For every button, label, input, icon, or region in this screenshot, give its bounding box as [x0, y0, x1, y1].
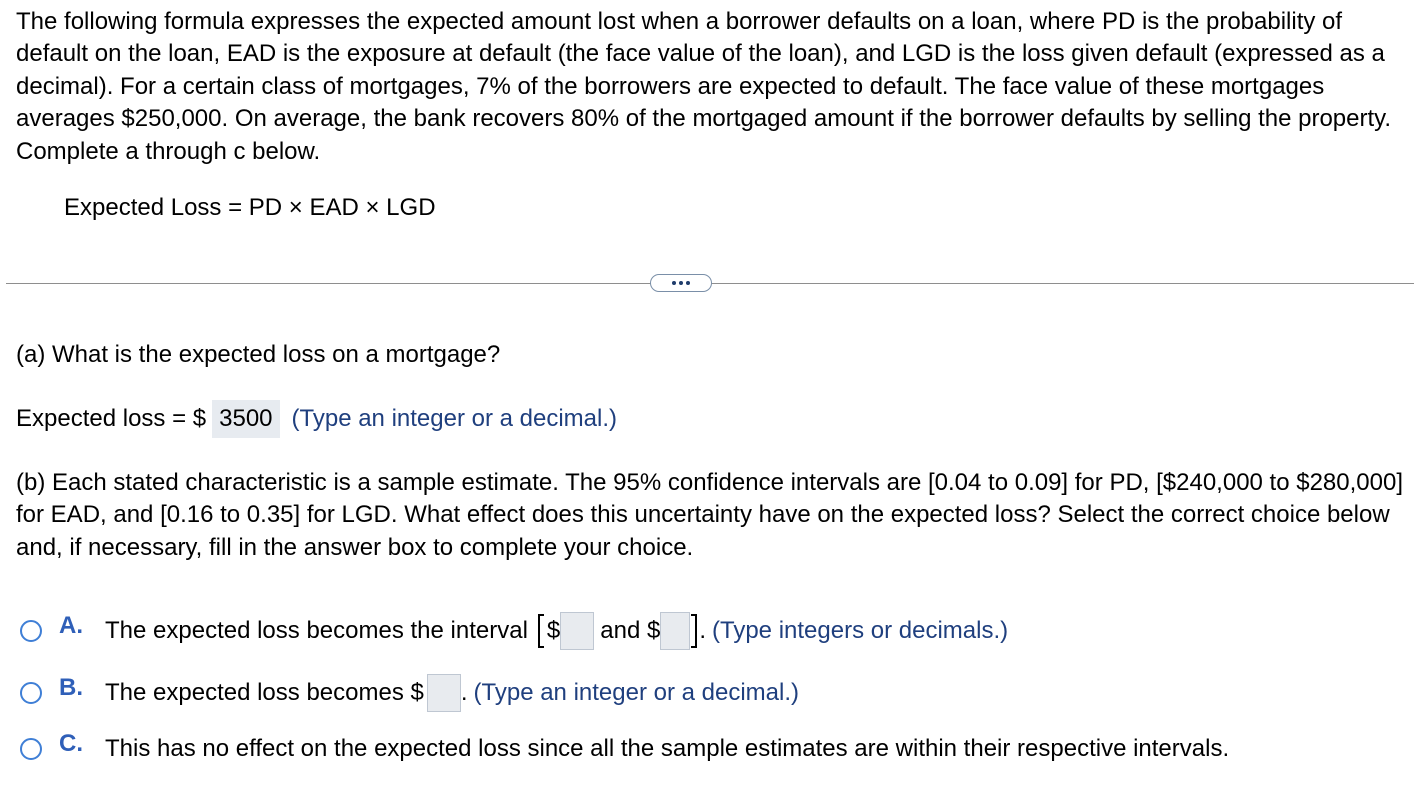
part-a-answer-row: [16, 400, 617, 438]
choice-a-letter: A.: [59, 612, 83, 639]
interval-lower-input[interactable]: [560, 612, 594, 650]
choice-b-hint: (Type an integer or a decimal.): [473, 679, 800, 706]
part-a-question: (a) What is the expected loss on a mortgage?: [16, 341, 501, 368]
choice-c-letter: C.: [59, 730, 83, 757]
choice-a-radio[interactable]: [20, 620, 42, 642]
choice-a-period: .: [699, 617, 706, 644]
choice-c-radio[interactable]: [20, 738, 42, 760]
expected-loss-answer-field[interactable]: 3500: [212, 400, 279, 438]
answer-format-hint: (Type an integer or a decimal.): [291, 405, 618, 432]
choice-a-text: The expected loss becomes the interval: [105, 617, 528, 644]
problem-statement: The following formula expresses the expected amount lost when a borrower defaults on a loan, where PD is the probability of default on the loan, EAD is the exposure at default (the face value of the loan), and LGD is the loss given default (expressed as a decimal). For a certain class of mortgages, 7% of the borrowers are expected to default. The face value of these mortgages averages $250,000. On average, the bank recovers 80% of the mortgaged amount if the borrower defaults by selling the property. Complete a through c below.: [16, 8, 1392, 165]
interval-close-bracket: [691, 614, 697, 648]
expected-loss-formula: Expected Loss = PD × EAD × LGD: [64, 194, 436, 221]
choice-a-hint: (Type integers or decimals.): [712, 617, 1009, 644]
choice-c[interactable]: [20, 728, 1229, 770]
expected-loss-single-input[interactable]: [427, 674, 461, 712]
ellipsis-icon: [679, 281, 683, 285]
interval-open-bracket: [538, 614, 544, 648]
ellipsis-icon: [686, 281, 690, 285]
interval-upper-input[interactable]: [660, 612, 690, 650]
choice-b-letter: B.: [59, 674, 83, 701]
interval-and-label: and $: [600, 617, 661, 644]
ellipsis-icon: [672, 281, 676, 285]
choice-b-radio[interactable]: [20, 682, 42, 704]
expand-button[interactable]: [650, 274, 712, 292]
part-b-question: (b) Each stated characteristic is a sample estimate. The 95% confidence intervals are [0.04 to 0.09] for PD, [$240,000 to $280,000] for EAD, and [0.16 to 0.35] for LGD. What effect does this uncertainty have on the expected loss? Select the correct choice below and, if necessary, fill in the answer box to complete your choice.: [16, 469, 1404, 561]
choice-b-text: The expected loss becomes $: [105, 679, 424, 706]
choice-b[interactable]: [20, 672, 799, 714]
choice-a[interactable]: [20, 610, 1008, 652]
choice-b-period: .: [460, 679, 468, 706]
choice-c-text: This has no effect on the expected loss since all the sample estimates are within their respective intervals.: [105, 735, 1230, 762]
interval-dollar-sign: $: [546, 617, 561, 644]
expected-loss-label: Expected loss = $: [16, 405, 207, 432]
